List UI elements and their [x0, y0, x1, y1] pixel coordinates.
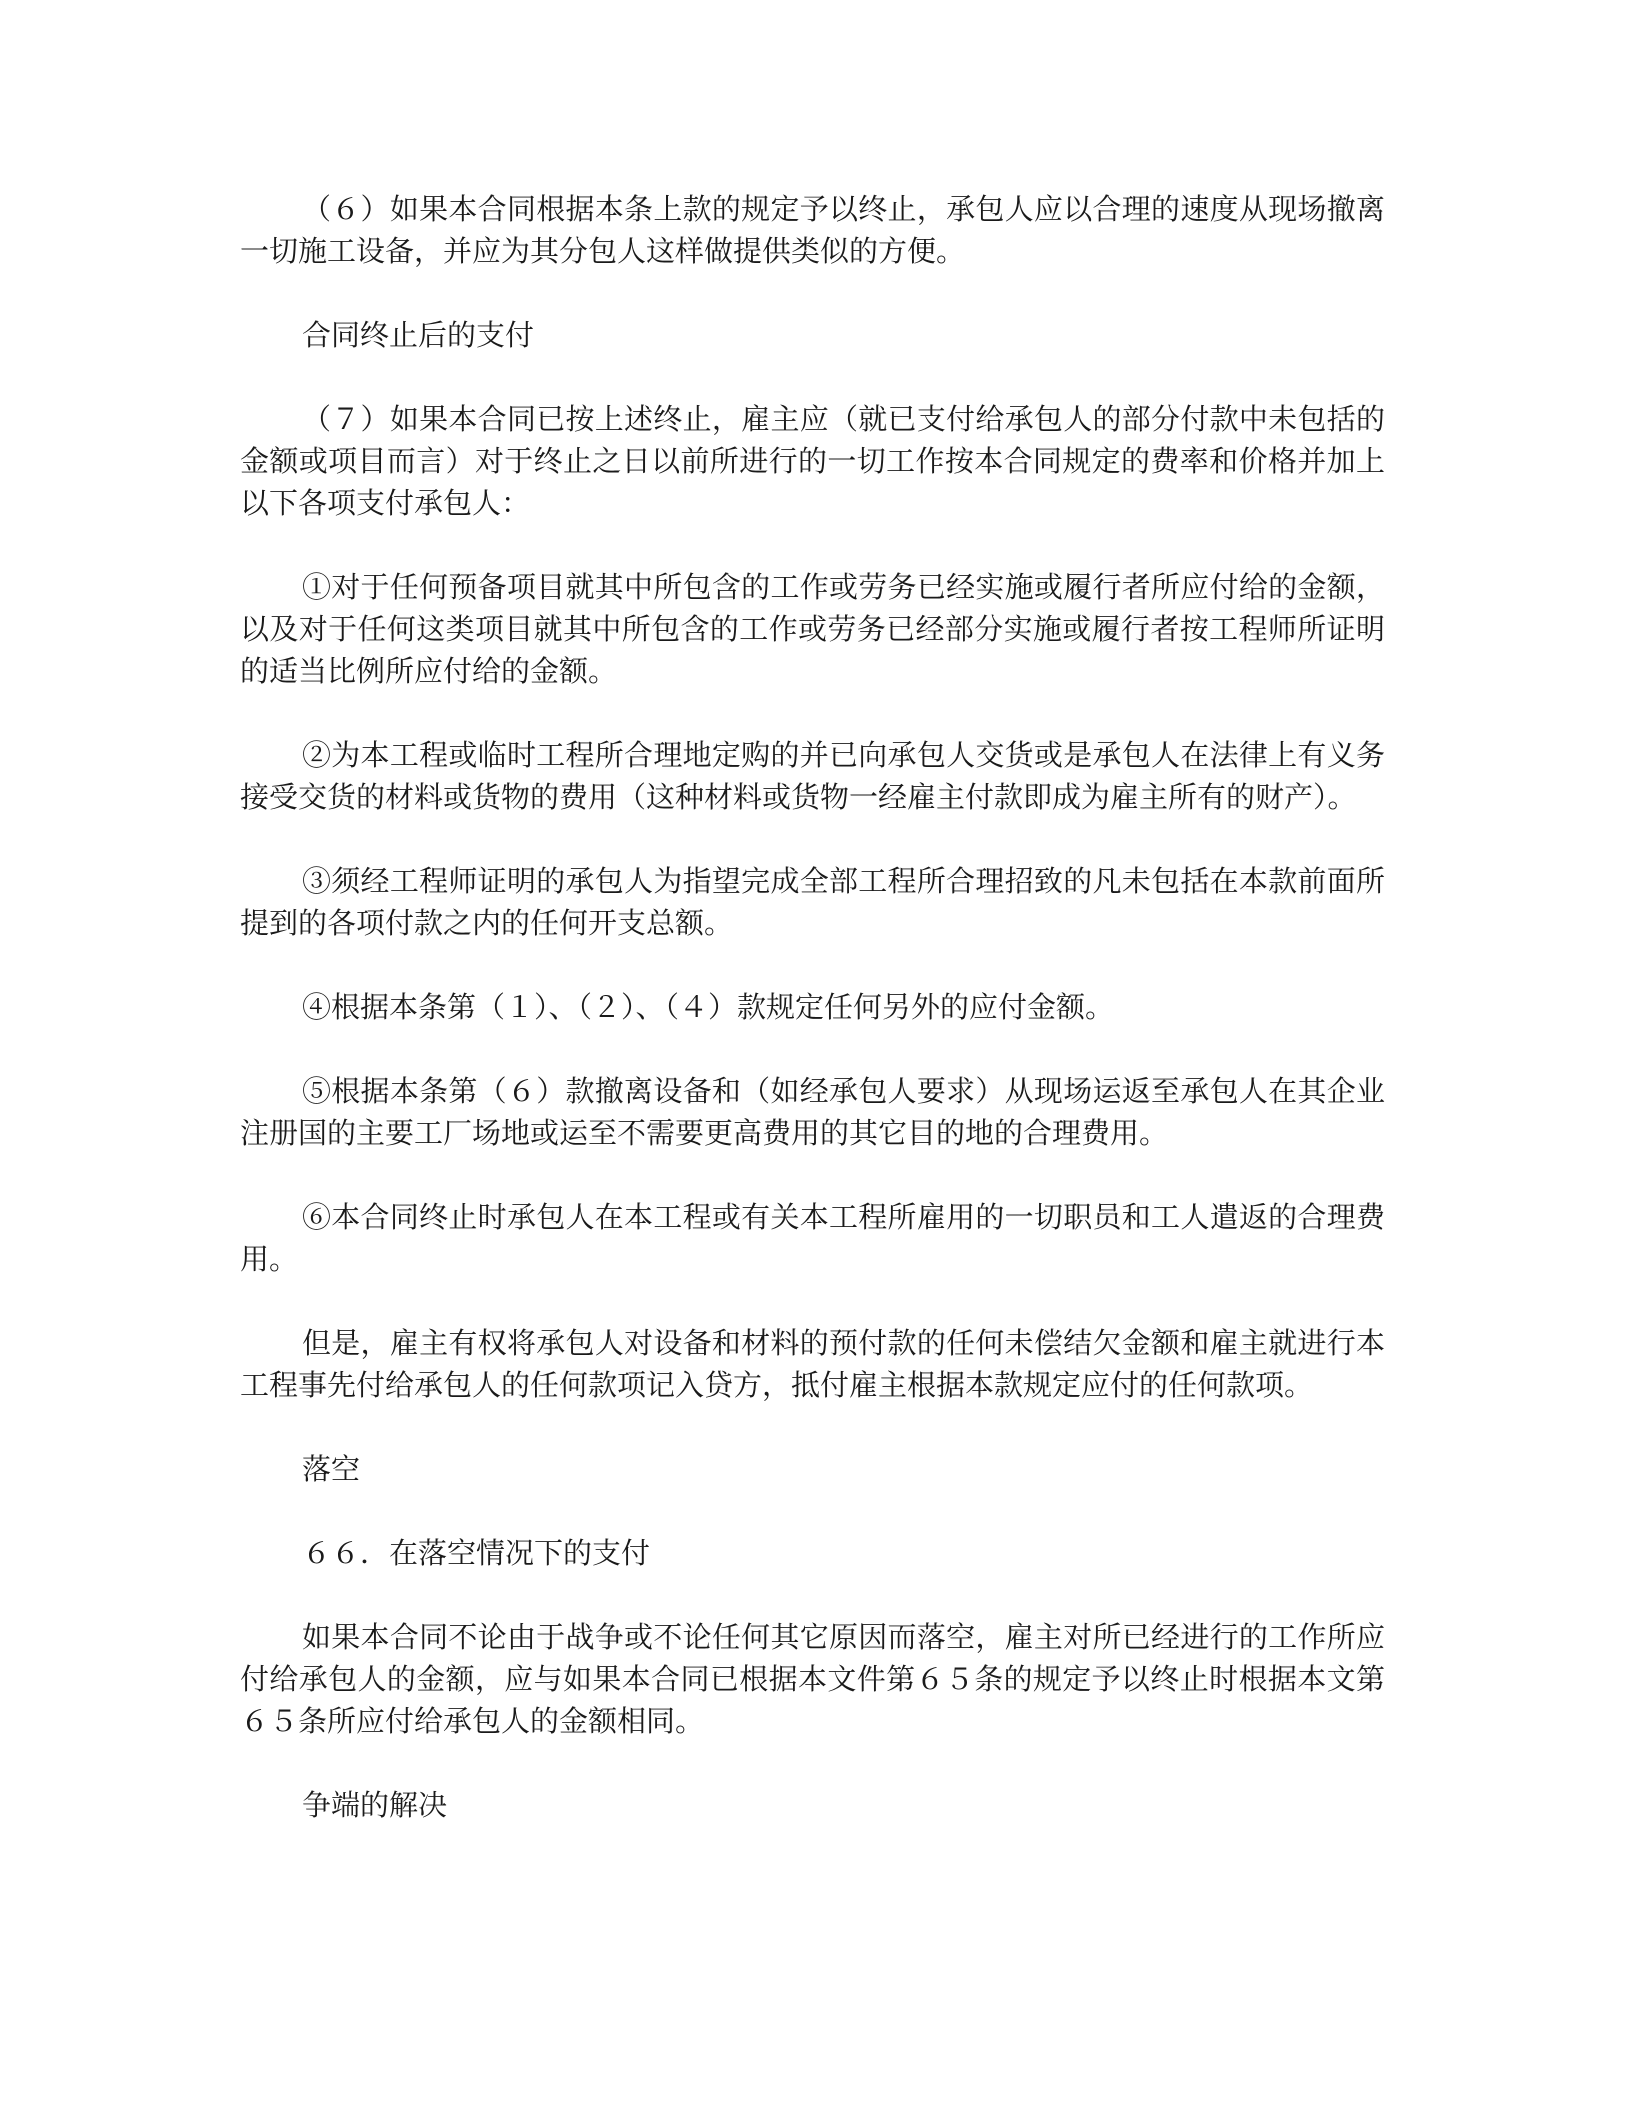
- clause-7-paragraph: （７）如果本合同已按上述终止，雇主应（就已支付给承包人的部分付款中未包括的金额或项目而言）对于终止之日以前所进行的一切工作按本合同规定的费率和价格并加上以下各项支付承包人：: [240, 402, 1385, 520]
- clause-66-heading: ６６．在落空情况下的支付: [302, 1536, 651, 1570]
- clause-6-paragraph: （６）如果本合同根据本条上款的规定予以终止，承包人应以合理的速度从现场撤离一切施工设备，并应为其分包人这样做提供类似的方便。: [240, 192, 1385, 268]
- proviso-paragraph: 但是，雇主有权将承包人对设备和材料的预付款的任何未偿结欠金额和雇主就进行本工程事先付给承包人的任何款项记入贷方，抵付雇主根据本款规定应付的任何款项。: [240, 1326, 1385, 1402]
- item-1-paragraph: ①对于任何预备项目就其中所包含的工作或劳务已经实施或履行者所应付给的金额，以及对于任何这类项目就其中所包含的工作或劳务已经部分实施或履行者按工程师所证明的适当比例所应付给的金额。: [240, 570, 1385, 688]
- item-2-paragraph: ②为本工程或临时工程所合理地定购的并已向承包人交货或是承包人在法律上有义务接受交货的材料或货物的费用（这种材料或货物一经雇主付款即成为雇主所有的财产）。: [240, 738, 1385, 814]
- item-4-paragraph: ④根据本条第（１）、（２）、（４）款规定任何另外的应付金额。: [302, 990, 1115, 1024]
- section-heading-payment-after-termination: 合同终止后的支付: [302, 318, 535, 352]
- document-body: [240, 188, 1385, 1868]
- item-5-paragraph: ⑤根据本条第（６）款撤离设备和（如经承包人要求）从现场运返至承包人在其企业注册国的主要工厂场地或运至不需要更高费用的其它目的地的合理费用。: [240, 1074, 1385, 1150]
- clause-66-paragraph: 如果本合同不论由于战争或不论任何其它原因而落空，雇主对所已经进行的工作所应付给承包人的金额，应与如果本合同已根据本文件第６５条的规定予以终止时根据本文第６５条所应付给承包人的金额相同。: [240, 1620, 1385, 1738]
- section-heading-frustration: 落空: [302, 1452, 361, 1486]
- item-3-paragraph: ③须经工程师证明的承包人为指望完成全部工程所合理招致的凡未包括在本款前面所提到的各项付款之内的任何开支总额。: [240, 864, 1385, 940]
- item-6-paragraph: ⑥本合同终止时承包人在本工程或有关本工程所雇用的一切职员和工人遣返的合理费用。: [240, 1200, 1385, 1276]
- section-heading-dispute-settlement: 争端的解决: [302, 1788, 448, 1822]
